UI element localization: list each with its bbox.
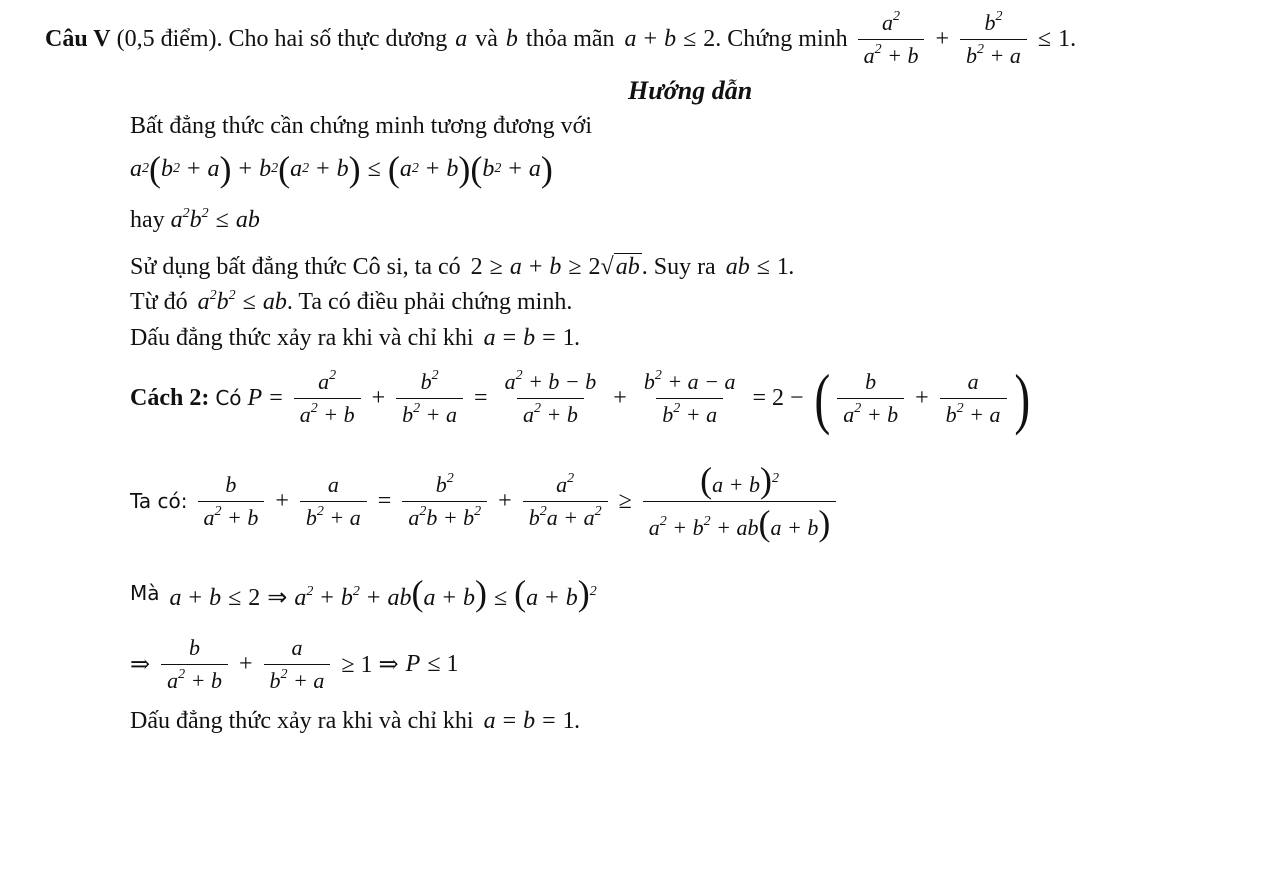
question-label: Câu V: [45, 25, 111, 52]
frac-a2: $\frac{a^2}{a^2 + b}$: [858, 10, 925, 68]
hay-line: hay $a^2b^2$ ≤ ab: [130, 205, 260, 233]
implies-line: ⇒ $\frac{b}{a^2 + b}$ + $\frac{a}{b^2 + a}$ ≥ 1 ⇒ P ≤ 1: [130, 635, 459, 693]
frac-b2: $\frac{b^2}{b^2 + a}$: [960, 10, 1027, 68]
equality-line-1: Dấu đẳng thức xảy ra khi và chỉ khi a = b = 1.: [130, 324, 581, 351]
tudo-line: Từ đó $a^2b^2$ ≤ ab . Ta có điều phải chứng minh.: [130, 287, 573, 315]
cach2-label: Cách 2:: [130, 384, 210, 411]
taco-line: Ta có: $\frac{b}{a^2 + b}$ + $\frac{a}{b^2 + a}$ = $\frac{b^2}{a^2b + b^2}$ + $\frac{a^2}{b^2a + a^2}$ ≥ $\frac{(a + b)^2}{a^2 + b^2 + ab(a + b)}$: [130, 446, 840, 556]
cosi-line: Sử dụng bất đẳng thức Cô si, ta có 2 ≥ a + b ≥ 2√ab . Suy ra ab ≤ 1.: [130, 253, 795, 280]
expanded-inequality: a 2 ( b 2 + a ) + b 2 ( a 2 + b ) ≤ ( a 2 + b ) ( b 2 + a ): [130, 149, 553, 189]
guide-title: Hướng dẫn: [628, 76, 753, 105]
problem-statement: Câu V (0,5 điểm). Cho hai số thực dương a và b thỏa mãn a + b ≤ 2 . Chứng minh $\frac{a^2}{a^2 + b}$ + $\frac{b^2}{b^2 + a}$ ≤ 1.: [45, 9, 1077, 68]
ma-line: Mà a + b ≤ 2 ⇒ $a^2 + b^2 + ab(a + b) \le (a + b)^2$: [130, 572, 597, 613]
satisfy-word: thỏa mãn: [525, 25, 615, 52]
equality-line-2: Dấu đẳng thức xảy ra khi và chỉ khi a = b = 1.: [130, 707, 581, 734]
prove-word: . Chứng minh: [715, 25, 848, 52]
cach2-line: Cách 2: Có P = $\frac{a^2}{a^2 + b}$ + $\frac{b^2}{b^2 + a}$ = $\frac{a^2 + b - b}{a^2 + b}$ + $\frac{b^2 + a - a}{b^2 + a}$ = 2 − ( $\frac{b}{a^2 + b}$ + $\frac{a}{b^2 + a}$ ): [130, 360, 1030, 436]
points-text: (0,5 điểm). Cho hai số thực dương: [116, 25, 448, 52]
equiv-line: Bất đẳng thức cần chứng minh tương đương với: [130, 112, 593, 139]
and-word: và: [475, 25, 498, 52]
